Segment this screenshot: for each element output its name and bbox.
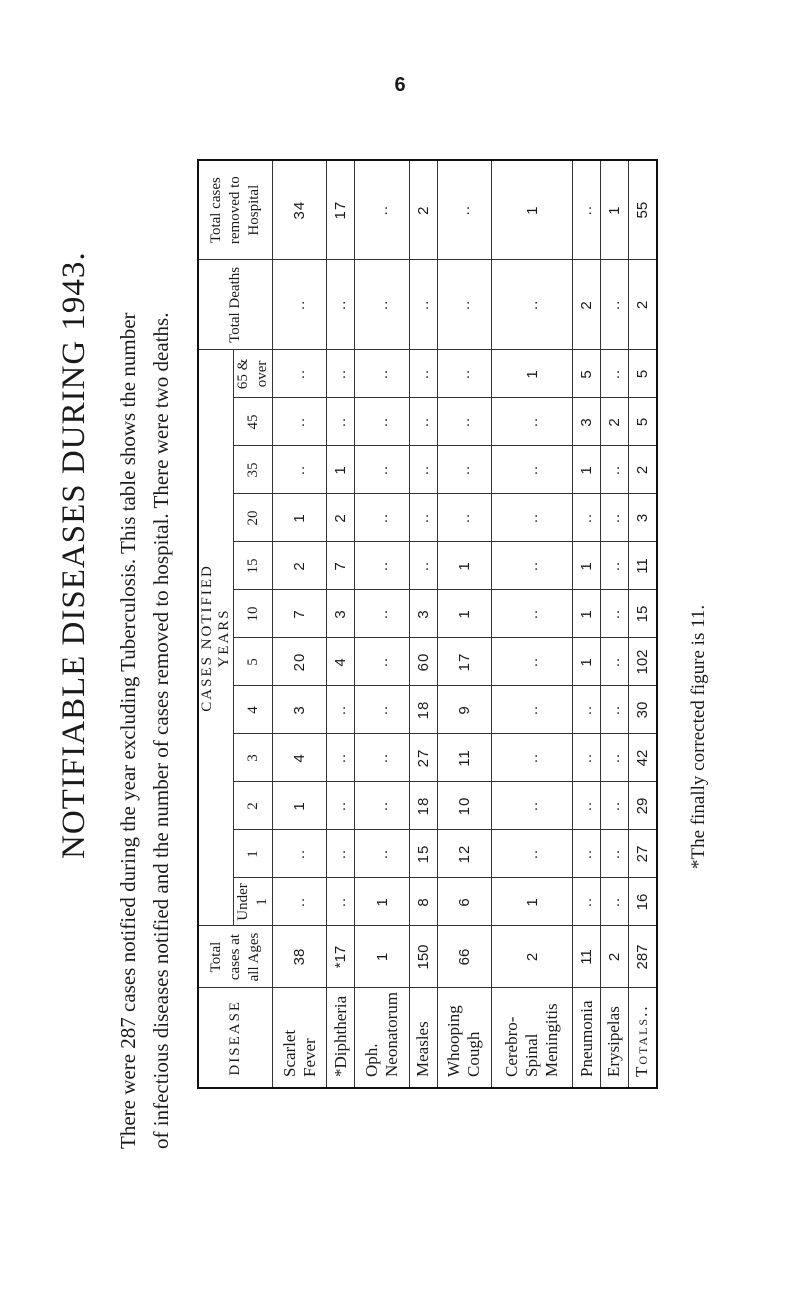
disease-name-cell: Measles [409,988,437,1088]
age-group-cell: 2 [601,398,629,446]
age-group-cell: 1 [573,590,601,638]
total-deaths-header: Total Deaths [198,260,273,350]
age-group-cell: .. [355,782,409,830]
age-group-cell: 1 [492,878,573,926]
age-group-cell: .. [355,350,409,398]
totals-age-cell: 102 [628,638,657,686]
totals-age-cell: 16 [628,878,657,926]
total-cases-cell: 2 [492,926,573,988]
deaths-cell: .. [327,260,355,350]
totals-age-cell: 27 [628,830,657,878]
deaths-cell: .. [409,260,437,350]
age-group-cell: 18 [409,686,437,734]
age-group-cell: .. [327,686,355,734]
age-group-cell: .. [601,542,629,590]
age-group-cell: .. [437,350,491,398]
age-group-cell: 3 [409,590,437,638]
age-group-cell: .. [409,398,437,446]
total-cases-cell: 2 [601,926,629,988]
age-group-header: 3 [234,734,273,782]
totals-age-cell: 30 [628,686,657,734]
age-group-cell: 1 [492,350,573,398]
age-group-cell: 1 [437,590,491,638]
age-group-cell: .. [601,494,629,542]
age-group-cell: .. [601,782,629,830]
total-cases-cell: 38 [273,926,327,988]
age-group-cell: .. [573,878,601,926]
age-group-cell: .. [409,350,437,398]
age-group-cell: 9 [437,686,491,734]
age-group-cell: 2 [273,542,327,590]
age-group-cell: .. [437,494,491,542]
age-group-cell: .. [273,878,327,926]
removed-cell: 17 [327,160,355,260]
age-group-header: 10 [234,590,273,638]
age-group-cell: .. [355,398,409,446]
age-group-cell: 3 [273,686,327,734]
disease-name-cell: *Diphtheria [327,988,355,1088]
age-group-cell: 7 [273,590,327,638]
age-group-cell: .. [327,782,355,830]
totals-age-cell: 3 [628,494,657,542]
age-group-cell: .. [601,830,629,878]
total-cases-cell: *17 [327,926,355,988]
totals-total-cell: 287 [628,926,657,988]
age-group-cell: .. [492,638,573,686]
age-group-cell: .. [492,494,573,542]
page-title: NOTIFIABLE DISEASES DURING 1943. [56,251,92,859]
removed-cell: 2 [409,160,437,260]
age-group-cell: .. [492,590,573,638]
totals-age-cell: 42 [628,734,657,782]
age-group-cell: 11 [437,734,491,782]
disease-name-cell: Oph. Neonatorum [355,988,409,1088]
age-group-cell: .. [327,830,355,878]
disease-name-cell: Cerebro-Spinal Meningitis [492,988,573,1088]
total-cases-cell: 1 [355,926,409,988]
totals-age-cell: 15 [628,590,657,638]
age-group-cell: 20 [273,638,327,686]
age-group-cell: 10 [437,782,491,830]
removed-cell: 34 [273,160,327,260]
disease-name-cell: Scarlet Fever [273,988,327,1088]
age-group-cell: .. [273,398,327,446]
age-group-cell: .. [273,830,327,878]
totals-age-cell: 29 [628,782,657,830]
age-group-header: 65 & over [234,350,273,398]
disease-name-cell: Erysipelas [601,988,629,1088]
age-group-cell: .. [355,446,409,494]
age-group-cell: .. [355,734,409,782]
age-group-cell: .. [437,398,491,446]
footnote: *The finally corrected figure is 11. [688,604,709,869]
age-group-cell: 18 [409,782,437,830]
age-group-cell: .. [355,638,409,686]
notifiable-diseases-table [197,159,658,1089]
removed-cell: 1 [601,160,629,260]
age-group-cell: .. [327,398,355,446]
total-cases-cell: 11 [573,926,601,988]
age-group-cell: .. [573,686,601,734]
age-group-cell: .. [327,350,355,398]
totals-removed-cell: 55 [628,160,657,260]
age-group-cell: 1 [573,446,601,494]
age-group-cell: .. [355,494,409,542]
age-group-cell: 15 [409,830,437,878]
removed-cell: 1 [492,160,573,260]
totals-deaths-cell: 2 [628,260,657,350]
age-group-cell: .. [492,446,573,494]
age-group-cell: 2 [327,494,355,542]
age-group-cell: .. [437,446,491,494]
age-group-cell: .. [327,878,355,926]
age-group-cell: .. [492,734,573,782]
age-group-cell: .. [601,446,629,494]
intro-paragraph [112,149,178,1149]
table-row [573,160,601,1088]
disease-name-cell: Whooping Cough [437,988,491,1088]
age-group-cell: 7 [327,542,355,590]
age-group-cell: .. [601,686,629,734]
age-group-cell: 17 [437,638,491,686]
age-group-cell: 1 [273,494,327,542]
age-group-cell: .. [327,734,355,782]
age-group-cell: 8 [409,878,437,926]
table-row [437,160,491,1088]
age-group-cell: .. [492,830,573,878]
age-group-cell: .. [573,830,601,878]
age-group-cell: 1 [327,446,355,494]
header-row [198,160,216,1088]
age-group-cell: .. [601,638,629,686]
total-cases-cell: 150 [409,926,437,988]
age-group-header: Under 1 [234,878,273,926]
age-group-cell: .. [273,350,327,398]
age-group-cell: .. [492,686,573,734]
age-group-cell: .. [492,782,573,830]
age-group-header: 4 [234,686,273,734]
age-group-cell: 3 [573,398,601,446]
age-group-cell: 60 [409,638,437,686]
age-group-cell: .. [601,734,629,782]
age-group-cell: .. [492,542,573,590]
years-header: YEARS [216,350,234,926]
age-group-cell: .. [601,350,629,398]
deaths-cell: .. [355,260,409,350]
totals-age-cell: 5 [628,350,657,398]
age-group-cell: .. [601,590,629,638]
age-group-cell: .. [601,878,629,926]
totals-label: Totals.. [628,988,657,1088]
intro-line: of infectious diseases notified and the number of cases removed to hospital. There were two deaths. [149,312,173,1149]
intro-line: There were 287 cases notified during the year excluding Tuberculosis. This table shows the number [116,312,140,1149]
disease-header: DISEASE [198,988,273,1088]
age-group-cell: .. [573,734,601,782]
age-group-cell: .. [355,590,409,638]
totals-age-cell: 11 [628,542,657,590]
age-group-cell: 1 [437,542,491,590]
removed-cell: .. [573,160,601,260]
age-group-cell: .. [409,542,437,590]
age-group-cell: .. [409,446,437,494]
age-group-cell: 1 [355,878,409,926]
table-row [492,160,573,1088]
table-row [355,160,409,1088]
deaths-cell: .. [437,260,491,350]
age-group-cell: 5 [573,350,601,398]
cases-notified-header: CASES NOTIFIED [198,350,216,926]
age-group-header: 35 [234,446,273,494]
age-group-header: 5 [234,638,273,686]
table-row [409,160,437,1088]
table-row [273,160,327,1088]
age-group-cell: 4 [273,734,327,782]
age-group-header: 20 [234,494,273,542]
total-cases-header: Total cases at all Ages [198,926,273,988]
age-group-cell: .. [273,446,327,494]
disease-name-cell: Pneumonia [573,988,601,1088]
age-group-cell: .. [409,494,437,542]
total-cases-cell: 66 [437,926,491,988]
age-group-cell: .. [355,686,409,734]
age-group-cell: 1 [273,782,327,830]
table-row [601,160,629,1088]
age-group-cell: .. [355,542,409,590]
age-group-cell: 4 [327,638,355,686]
age-group-cell: .. [573,494,601,542]
removed-cell: .. [437,160,491,260]
age-group-cell: 3 [327,590,355,638]
age-group-cell: 6 [437,878,491,926]
age-group-cell: .. [355,830,409,878]
age-group-cell: 1 [573,638,601,686]
age-group-header: 2 [234,782,273,830]
deaths-cell: .. [273,260,327,350]
age-group-cell: .. [492,398,573,446]
deaths-cell: .. [492,260,573,350]
table-row [327,160,355,1088]
age-group-header: 1 [234,830,273,878]
totals-row [628,160,657,1088]
deaths-cell: 2 [573,260,601,350]
totals-age-cell: 2 [628,446,657,494]
age-group-cell: 12 [437,830,491,878]
removed-cell: .. [355,160,409,260]
removed-to-hospital-header: Total cases removed to Hospital [198,160,273,260]
age-group-cell: 27 [409,734,437,782]
age-group-cell: 1 [573,542,601,590]
totals-age-cell: 5 [628,398,657,446]
age-group-header: 45 [234,398,273,446]
age-group-cell: .. [573,782,601,830]
deaths-cell: .. [601,260,629,350]
age-group-header: 15 [234,542,273,590]
page-number: 6 [394,74,406,96]
